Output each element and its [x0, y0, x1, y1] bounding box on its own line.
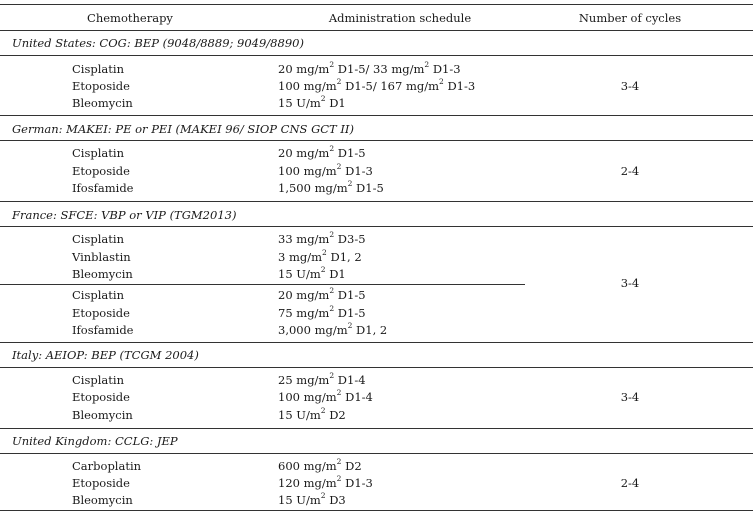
cycles-value: 3-4: [620, 79, 640, 93]
schedule-value: 15 $U/m^2$ D1: [278, 94, 346, 110]
drug-name: Cisplatin: [72, 232, 124, 246]
schedule-value: 25 $mg/m^2$ D1-4: [278, 371, 366, 387]
group-rule: [0, 367, 753, 368]
drug-name: Cisplatin: [72, 62, 124, 76]
drug-name: Etoposide: [72, 476, 130, 490]
cycles-value: 2-4: [620, 476, 640, 490]
cycles-value: 3-4: [620, 390, 640, 404]
drug-name: Vinblastin: [72, 250, 131, 264]
schedule-value: 100 $mg/m^2$ D1-4: [278, 388, 373, 404]
drug-name: Etoposide: [72, 390, 130, 404]
drug-name: Bleomycin: [72, 493, 133, 507]
schedule-value: 33 $mg/m^2$ D3-5: [278, 230, 366, 246]
group-title: France: SFCE: VBP or VIP (TGM2013): [12, 208, 237, 222]
drug-name: Etoposide: [72, 306, 130, 320]
drug-name: Carboplatin: [72, 459, 142, 473]
subgroup-rule: [0, 284, 525, 285]
schedule-value: 100 $mg/m^2$ D1-5/ 167 $mg/m^2$ D1-3: [278, 77, 476, 93]
group-rule: [0, 140, 753, 141]
group-title: United Kingdom: CCLG: JEP: [12, 434, 178, 448]
drug-name: Cisplatin: [72, 146, 124, 160]
schedule-value: 600 $mg/m^2$ D2: [278, 457, 362, 473]
drug-name: Etoposide: [72, 79, 130, 93]
group-rule: [0, 201, 753, 202]
group-title: United States: COG: BEP (9048/8889; 9049/8890): [12, 36, 304, 50]
header-rule: [0, 30, 753, 31]
drug-name: Etoposide: [72, 164, 130, 178]
header-chemotherapy: Chemotherapy: [87, 11, 173, 25]
drug-name: Ifosfamide: [72, 323, 134, 337]
group-rule: [0, 342, 753, 343]
schedule-value: 120 $mg/m^2$ D1-3: [278, 474, 373, 490]
schedule-value: 20 $mg/m^2$ D1-5: [278, 144, 366, 160]
drug-name: Bleomycin: [72, 408, 133, 422]
schedule-value: 3,000 $mg/m^2$ D1, 2: [278, 321, 388, 337]
drug-name: Bleomycin: [72, 96, 133, 110]
drug-name: Cisplatin: [72, 288, 124, 302]
schedule-value: 15 $U/m^2$ D2: [278, 406, 346, 422]
cycles-value: 2-4: [620, 164, 640, 178]
group-rule: [0, 453, 753, 454]
schedule-value: 3 $mg/m^2$ D1, 2: [278, 248, 362, 264]
group-rule: [0, 115, 753, 116]
schedule-value: 20 $mg/m^2$ D1-5/ 33 $mg/m^2$ D1-3: [278, 60, 461, 76]
header-cycles: Number of cycles: [578, 11, 682, 25]
schedule-value: 15 $U/m^2$ D1: [278, 265, 346, 281]
schedule-value: 100 $mg/m^2$ D1-3: [278, 162, 373, 178]
drug-name: Cisplatin: [72, 373, 124, 387]
group-rule: [0, 428, 753, 429]
header-schedule: Administration schedule: [328, 11, 472, 25]
group-rule: [0, 55, 753, 56]
top-rule: [0, 4, 753, 5]
cycles-value: 3-4: [620, 276, 640, 290]
bottom-rule: [0, 510, 753, 511]
drug-name: Ifosfamide: [72, 181, 134, 195]
schedule-value: 20 $mg/m^2$ D1-5: [278, 286, 366, 302]
group-title: German: MAKEI: PE or PEI (MAKEI 96/ SIOP CNS GCT II): [12, 122, 354, 136]
schedule-value: 15 $U/m^2$ D3: [278, 491, 346, 507]
group-title: Italy: AEIOP: BEP (TCGM 2004): [12, 348, 199, 362]
drug-name: Bleomycin: [72, 267, 133, 281]
group-rule: [0, 226, 753, 227]
schedule-value: 75 $mg/m^2$ D1-5: [278, 304, 366, 320]
schedule-value: 1,500 $mg/m^2$ D1-5: [278, 179, 384, 195]
